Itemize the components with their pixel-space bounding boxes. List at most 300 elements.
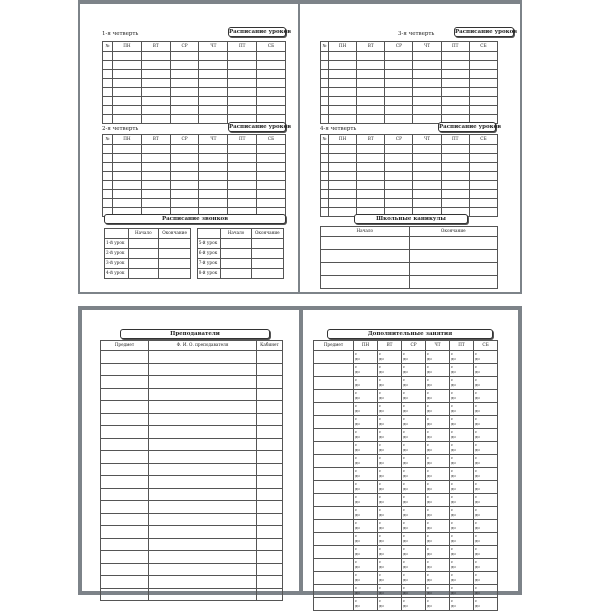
extra-slot-cell bbox=[426, 598, 450, 611]
lesson-col-header: № bbox=[103, 135, 113, 145]
bell-start-cell bbox=[128, 239, 158, 249]
extra-slot-to: до bbox=[451, 473, 456, 478]
extra-slot-to: до bbox=[427, 499, 432, 504]
extra-subject-cell bbox=[314, 364, 354, 377]
lesson-cell bbox=[441, 97, 469, 106]
extra-slot-to: до bbox=[427, 447, 432, 452]
teachers-cell bbox=[101, 563, 149, 576]
extra-slot-cell bbox=[402, 390, 426, 403]
extra-row bbox=[314, 455, 498, 468]
lesson-cell bbox=[170, 97, 199, 106]
teachers-cell bbox=[257, 501, 283, 514]
extra-slot-from: с bbox=[403, 494, 406, 499]
bell-lesson-label: 1-й урок bbox=[105, 239, 129, 249]
extra-slot-to: до bbox=[451, 512, 456, 517]
teachers-cell bbox=[149, 401, 257, 414]
extra-subject-cell bbox=[314, 546, 354, 559]
lesson-cell bbox=[321, 106, 329, 115]
extra-slot-cell bbox=[474, 455, 498, 468]
extra-slot-from: с bbox=[475, 546, 478, 551]
lesson-cell bbox=[199, 88, 228, 97]
extra-slot-to: до bbox=[475, 447, 480, 452]
extra-slot-cell bbox=[450, 507, 474, 520]
holidays-col-end: Окончание bbox=[409, 227, 498, 237]
lesson-row bbox=[321, 172, 498, 181]
lesson-cell bbox=[441, 154, 469, 163]
extra-slot-from: с bbox=[403, 364, 406, 369]
teachers-cell bbox=[101, 538, 149, 551]
lesson-cell bbox=[228, 97, 257, 106]
lesson-cell bbox=[321, 88, 329, 97]
lesson-row bbox=[321, 163, 498, 172]
extra-slot-from: с bbox=[427, 442, 430, 447]
lesson-table-q2 bbox=[102, 134, 286, 217]
bell-end-cell bbox=[158, 259, 190, 269]
extra-col-day: СР bbox=[402, 341, 426, 351]
extra-slot-to: до bbox=[403, 382, 408, 387]
teachers-col-room: Кабинет bbox=[257, 341, 283, 351]
extra-slot-cell bbox=[402, 429, 426, 442]
lesson-cell bbox=[413, 70, 441, 79]
extra-slot-cell bbox=[354, 390, 378, 403]
extra-slot-cell bbox=[474, 390, 498, 403]
teachers-cell bbox=[101, 463, 149, 476]
extra-slot-cell bbox=[450, 481, 474, 494]
teachers-row bbox=[101, 438, 283, 451]
extra-slot-to: до bbox=[379, 473, 384, 478]
lesson-row bbox=[103, 52, 286, 61]
extra-slot-cell bbox=[474, 585, 498, 598]
extra-slot-cell bbox=[474, 377, 498, 390]
lesson-cell bbox=[170, 106, 199, 115]
lesson-cell bbox=[103, 79, 113, 88]
extra-slot-from: с bbox=[451, 364, 454, 369]
teachers-cell bbox=[149, 426, 257, 439]
extra-slot-cell bbox=[450, 403, 474, 416]
extra-slot-cell bbox=[474, 559, 498, 572]
extra-slot-from: с bbox=[475, 520, 478, 525]
extra-slot-to: до bbox=[403, 395, 408, 400]
lesson-cell bbox=[413, 199, 441, 208]
lesson-cell bbox=[413, 52, 441, 61]
extra-slot-from: с bbox=[355, 364, 358, 369]
extra-slot-to: до bbox=[403, 486, 408, 491]
teachers-cell bbox=[257, 388, 283, 401]
extra-slot-to: до bbox=[355, 356, 360, 361]
extra-slot-cell bbox=[402, 598, 426, 611]
teachers-cell bbox=[257, 513, 283, 526]
teachers-cell bbox=[149, 363, 257, 376]
holidays-start-cell bbox=[321, 263, 410, 276]
lesson-row bbox=[321, 52, 498, 61]
lesson-cell bbox=[113, 61, 142, 70]
extra-slot-to: до bbox=[451, 551, 456, 556]
extra-slot-from: с bbox=[451, 481, 454, 486]
extra-slot-cell bbox=[474, 351, 498, 364]
extra-slot-from: с bbox=[475, 455, 478, 460]
extra-slot-to: до bbox=[379, 382, 384, 387]
extra-subject-cell bbox=[314, 455, 354, 468]
extra-row bbox=[314, 572, 498, 585]
extra-slot-to: до bbox=[403, 408, 408, 413]
lesson-cell bbox=[257, 106, 286, 115]
extra-slot-from: с bbox=[379, 507, 382, 512]
lesson-cell bbox=[170, 190, 199, 199]
teachers-cell bbox=[149, 451, 257, 464]
teachers-cell bbox=[101, 351, 149, 364]
extra-slot-to: до bbox=[451, 603, 456, 608]
teachers-cell bbox=[149, 501, 257, 514]
bell-start-cell bbox=[221, 269, 251, 279]
extra-slot-from: с bbox=[379, 403, 382, 408]
lesson-cell bbox=[469, 97, 497, 106]
extra-slot-cell bbox=[426, 442, 450, 455]
bottom-spread bbox=[78, 306, 522, 608]
lesson-cell bbox=[329, 190, 357, 199]
extra-slot-from: с bbox=[403, 520, 406, 525]
lesson-cell bbox=[103, 145, 113, 154]
extra-slot-from: с bbox=[475, 494, 478, 499]
extra-slot-from: с bbox=[379, 468, 382, 473]
lesson-cell bbox=[385, 70, 413, 79]
teachers-cell bbox=[149, 513, 257, 526]
top-spread bbox=[78, 0, 522, 294]
teachers-cell bbox=[257, 551, 283, 564]
teachers-cell bbox=[257, 476, 283, 489]
lesson-cell bbox=[357, 79, 385, 88]
extra-slot-cell bbox=[402, 533, 426, 546]
extra-slot-from: с bbox=[355, 598, 358, 603]
extra-slot-to: до bbox=[427, 512, 432, 517]
extra-slot-to: до bbox=[403, 421, 408, 426]
lesson-cell bbox=[357, 172, 385, 181]
extra-subject-cell bbox=[314, 598, 354, 611]
extra-slot-to: до bbox=[355, 525, 360, 530]
extra-slot-to: до bbox=[379, 434, 384, 439]
teachers-cell bbox=[149, 413, 257, 426]
teachers-cell bbox=[149, 563, 257, 576]
extra-slot-cell bbox=[450, 351, 474, 364]
lesson-cell bbox=[257, 190, 286, 199]
bell-lesson-label: 4-й урок bbox=[105, 269, 129, 279]
lesson-col-header: СР bbox=[385, 135, 413, 145]
teachers-cell bbox=[257, 563, 283, 576]
extra-slot-from: с bbox=[475, 351, 478, 356]
lesson-cell bbox=[385, 163, 413, 172]
lesson-cell bbox=[469, 70, 497, 79]
extra-slot-cell bbox=[402, 559, 426, 572]
extra-slot-cell bbox=[426, 351, 450, 364]
lesson-cell bbox=[141, 115, 170, 124]
extra-subject-cell bbox=[314, 390, 354, 403]
holidays-end-cell bbox=[409, 263, 498, 276]
lesson-cell bbox=[441, 145, 469, 154]
extra-slot-from: с bbox=[475, 468, 478, 473]
lesson-cell bbox=[141, 88, 170, 97]
teachers-cell bbox=[257, 488, 283, 501]
teachers-cell bbox=[257, 426, 283, 439]
extra-col-day: ВТ bbox=[378, 341, 402, 351]
lesson-col-header: ЧТ bbox=[199, 42, 228, 52]
extra-slot-cell bbox=[402, 442, 426, 455]
extra-slot-to: до bbox=[451, 577, 456, 582]
lesson-cell bbox=[469, 199, 497, 208]
extra-slot-from: с bbox=[355, 403, 358, 408]
quarter-3-title: Расписание уроков bbox=[455, 29, 518, 35]
extra-slot-from: с bbox=[451, 546, 454, 551]
lesson-cell bbox=[113, 97, 142, 106]
extra-slot-cell bbox=[474, 442, 498, 455]
extra-slot-from: с bbox=[355, 494, 358, 499]
extra-slot-cell bbox=[378, 468, 402, 481]
extra-slot-to: до bbox=[355, 486, 360, 491]
lesson-cell bbox=[199, 70, 228, 79]
extra-slot-from: с bbox=[379, 481, 382, 486]
extra-slot-from: с bbox=[427, 494, 430, 499]
teachers-row bbox=[101, 513, 283, 526]
lesson-col-header: ВТ bbox=[141, 42, 170, 52]
lesson-cell bbox=[199, 97, 228, 106]
page-left-bottom bbox=[82, 310, 299, 591]
lesson-cell bbox=[321, 79, 329, 88]
lesson-cell bbox=[103, 61, 113, 70]
page-right-bottom bbox=[303, 310, 518, 608]
bell-start-cell bbox=[221, 249, 251, 259]
lesson-col-header: ПН bbox=[113, 135, 142, 145]
teachers-cell bbox=[149, 388, 257, 401]
teachers-row bbox=[101, 526, 283, 539]
extra-slot-cell bbox=[402, 546, 426, 559]
extra-slot-from: с bbox=[403, 507, 406, 512]
lesson-cell bbox=[329, 88, 357, 97]
lesson-cell bbox=[441, 79, 469, 88]
extra-row bbox=[314, 520, 498, 533]
lesson-cell bbox=[113, 106, 142, 115]
lesson-cell bbox=[228, 106, 257, 115]
teachers-cell bbox=[257, 526, 283, 539]
extra-slot-from: с bbox=[403, 416, 406, 421]
extra-slot-cell bbox=[378, 481, 402, 494]
lesson-cell bbox=[228, 61, 257, 70]
lesson-cell bbox=[257, 52, 286, 61]
extra-slot-from: с bbox=[427, 533, 430, 538]
lesson-cell bbox=[329, 163, 357, 172]
bell-end-cell bbox=[158, 269, 190, 279]
extra-slot-cell bbox=[426, 533, 450, 546]
extra-slot-cell bbox=[378, 598, 402, 611]
extra-col-day: ЧТ bbox=[426, 341, 450, 351]
teachers-row bbox=[101, 351, 283, 364]
extra-slot-cell bbox=[354, 364, 378, 377]
extra-slot-cell bbox=[426, 507, 450, 520]
lesson-col-header: ВТ bbox=[141, 135, 170, 145]
extra-slot-from: с bbox=[355, 481, 358, 486]
lesson-col-header: ПН bbox=[329, 135, 357, 145]
lesson-cell bbox=[329, 172, 357, 181]
extra-slot-to: до bbox=[451, 395, 456, 400]
lesson-cell bbox=[170, 172, 199, 181]
lesson-row bbox=[103, 61, 286, 70]
lesson-cell bbox=[321, 115, 329, 124]
lesson-cell bbox=[357, 190, 385, 199]
lesson-cell bbox=[441, 70, 469, 79]
extra-row bbox=[314, 585, 498, 598]
teachers-cell bbox=[257, 413, 283, 426]
extra-slot-from: с bbox=[379, 442, 382, 447]
extra-slot-from: с bbox=[427, 455, 430, 460]
extra-slot-to: до bbox=[403, 590, 408, 595]
extra-slot-from: с bbox=[427, 468, 430, 473]
extra-slot-from: с bbox=[475, 429, 478, 434]
lesson-cell bbox=[199, 115, 228, 124]
lesson-cell bbox=[170, 181, 199, 190]
lesson-cell bbox=[413, 154, 441, 163]
extra-subject-cell bbox=[314, 585, 354, 598]
extra-slot-from: с bbox=[355, 442, 358, 447]
extra-slot-to: до bbox=[355, 512, 360, 517]
teachers-row bbox=[101, 363, 283, 376]
lesson-row bbox=[321, 61, 498, 70]
extra-slot-cell bbox=[354, 455, 378, 468]
lesson-cell bbox=[357, 88, 385, 97]
lesson-row bbox=[103, 172, 286, 181]
extra-slot-to: до bbox=[451, 369, 456, 374]
lesson-cell bbox=[441, 199, 469, 208]
lesson-cell bbox=[257, 61, 286, 70]
extra-slot-to: до bbox=[427, 460, 432, 465]
lesson-cell bbox=[228, 172, 257, 181]
bell-col-header bbox=[105, 229, 129, 239]
extra-slot-cell bbox=[474, 533, 498, 546]
lesson-col-header: СБ bbox=[257, 42, 286, 52]
extra-slot-cell bbox=[402, 481, 426, 494]
extra-slot-cell bbox=[450, 442, 474, 455]
lesson-cell bbox=[413, 88, 441, 97]
extra-slot-from: с bbox=[379, 559, 382, 564]
lesson-cell bbox=[141, 163, 170, 172]
extra-slot-to: до bbox=[355, 473, 360, 478]
extra-subject-cell bbox=[314, 572, 354, 585]
extra-slot-from: с bbox=[427, 429, 430, 434]
lesson-cell bbox=[103, 106, 113, 115]
extra-slot-from: с bbox=[403, 442, 406, 447]
lesson-cell bbox=[329, 154, 357, 163]
lesson-cell bbox=[103, 115, 113, 124]
teachers-cell bbox=[149, 351, 257, 364]
extra-slot-cell bbox=[378, 494, 402, 507]
extra-slot-cell bbox=[450, 585, 474, 598]
extra-slot-from: с bbox=[379, 533, 382, 538]
extra-row bbox=[314, 377, 498, 390]
lesson-cell bbox=[103, 190, 113, 199]
extra-slot-from: с bbox=[451, 351, 454, 356]
lesson-row bbox=[321, 70, 498, 79]
extra-slot-to: до bbox=[379, 369, 384, 374]
lesson-row bbox=[103, 163, 286, 172]
extra-slot-cell bbox=[474, 494, 498, 507]
extra-subject-cell bbox=[314, 533, 354, 546]
lesson-cell bbox=[321, 190, 329, 199]
extra-slot-cell bbox=[378, 377, 402, 390]
lesson-cell bbox=[141, 52, 170, 61]
lesson-cell bbox=[469, 61, 497, 70]
lesson-col-header: СБ bbox=[469, 135, 497, 145]
lesson-cell bbox=[321, 145, 329, 154]
lesson-col-header: ЧТ bbox=[413, 135, 441, 145]
extra-slot-from: с bbox=[475, 377, 478, 382]
extra-slot-to: до bbox=[355, 421, 360, 426]
extra-slot-cell bbox=[450, 429, 474, 442]
extra-slot-from: с bbox=[451, 377, 454, 382]
extra-slot-from: с bbox=[379, 429, 382, 434]
extra-slot-to: до bbox=[427, 421, 432, 426]
extra-slot-to: до bbox=[475, 460, 480, 465]
extra-slot-to: до bbox=[379, 564, 384, 569]
lesson-cell bbox=[413, 163, 441, 172]
lesson-cell bbox=[357, 97, 385, 106]
extra-slot-cell bbox=[378, 455, 402, 468]
extra-slot-cell bbox=[402, 572, 426, 585]
extra-slot-cell bbox=[354, 494, 378, 507]
extra-subject-cell bbox=[314, 416, 354, 429]
lesson-cell bbox=[103, 70, 113, 79]
extra-slot-to: до bbox=[403, 473, 408, 478]
extra-slot-to: до bbox=[403, 551, 408, 556]
lesson-cell bbox=[413, 106, 441, 115]
extra-slot-to: до bbox=[379, 590, 384, 595]
extra-slot-to: до bbox=[379, 356, 384, 361]
extra-slot-cell bbox=[450, 559, 474, 572]
extra-slot-to: до bbox=[475, 538, 480, 543]
lesson-cell bbox=[170, 145, 199, 154]
extra-slot-from: с bbox=[403, 390, 406, 395]
extra-slot-cell bbox=[354, 481, 378, 494]
holidays-table bbox=[320, 226, 498, 289]
extra-classes-title: Дополнительные занятия bbox=[327, 329, 493, 339]
extra-subject-cell bbox=[314, 507, 354, 520]
lesson-cell bbox=[103, 181, 113, 190]
lesson-cell bbox=[357, 52, 385, 61]
extra-row bbox=[314, 390, 498, 403]
extra-slot-from: с bbox=[379, 390, 382, 395]
extra-slot-from: с bbox=[475, 559, 478, 564]
holidays-end-cell bbox=[409, 276, 498, 289]
extra-slot-from: с bbox=[475, 507, 478, 512]
lesson-col-header: СР bbox=[170, 42, 199, 52]
extra-slot-to: до bbox=[475, 395, 480, 400]
extra-slot-cell bbox=[450, 390, 474, 403]
lesson-cell bbox=[329, 106, 357, 115]
extra-slot-from: с bbox=[451, 572, 454, 577]
bell-lesson-label: 2-й урок bbox=[105, 249, 129, 259]
extra-slot-to: до bbox=[379, 408, 384, 413]
extra-slot-cell bbox=[402, 585, 426, 598]
extra-row bbox=[314, 559, 498, 572]
bell-start-cell bbox=[221, 239, 251, 249]
bell-end-cell bbox=[251, 259, 283, 269]
lesson-cell bbox=[199, 52, 228, 61]
extra-slot-to: до bbox=[427, 356, 432, 361]
extra-slot-cell bbox=[378, 507, 402, 520]
extra-slot-to: до bbox=[427, 525, 432, 530]
extra-slot-from: с bbox=[355, 390, 358, 395]
extra-slot-cell bbox=[426, 546, 450, 559]
lesson-row bbox=[321, 97, 498, 106]
extra-slot-to: до bbox=[475, 408, 480, 413]
extra-slot-to: до bbox=[379, 525, 384, 530]
lesson-cell bbox=[103, 163, 113, 172]
extra-slot-cell bbox=[354, 533, 378, 546]
